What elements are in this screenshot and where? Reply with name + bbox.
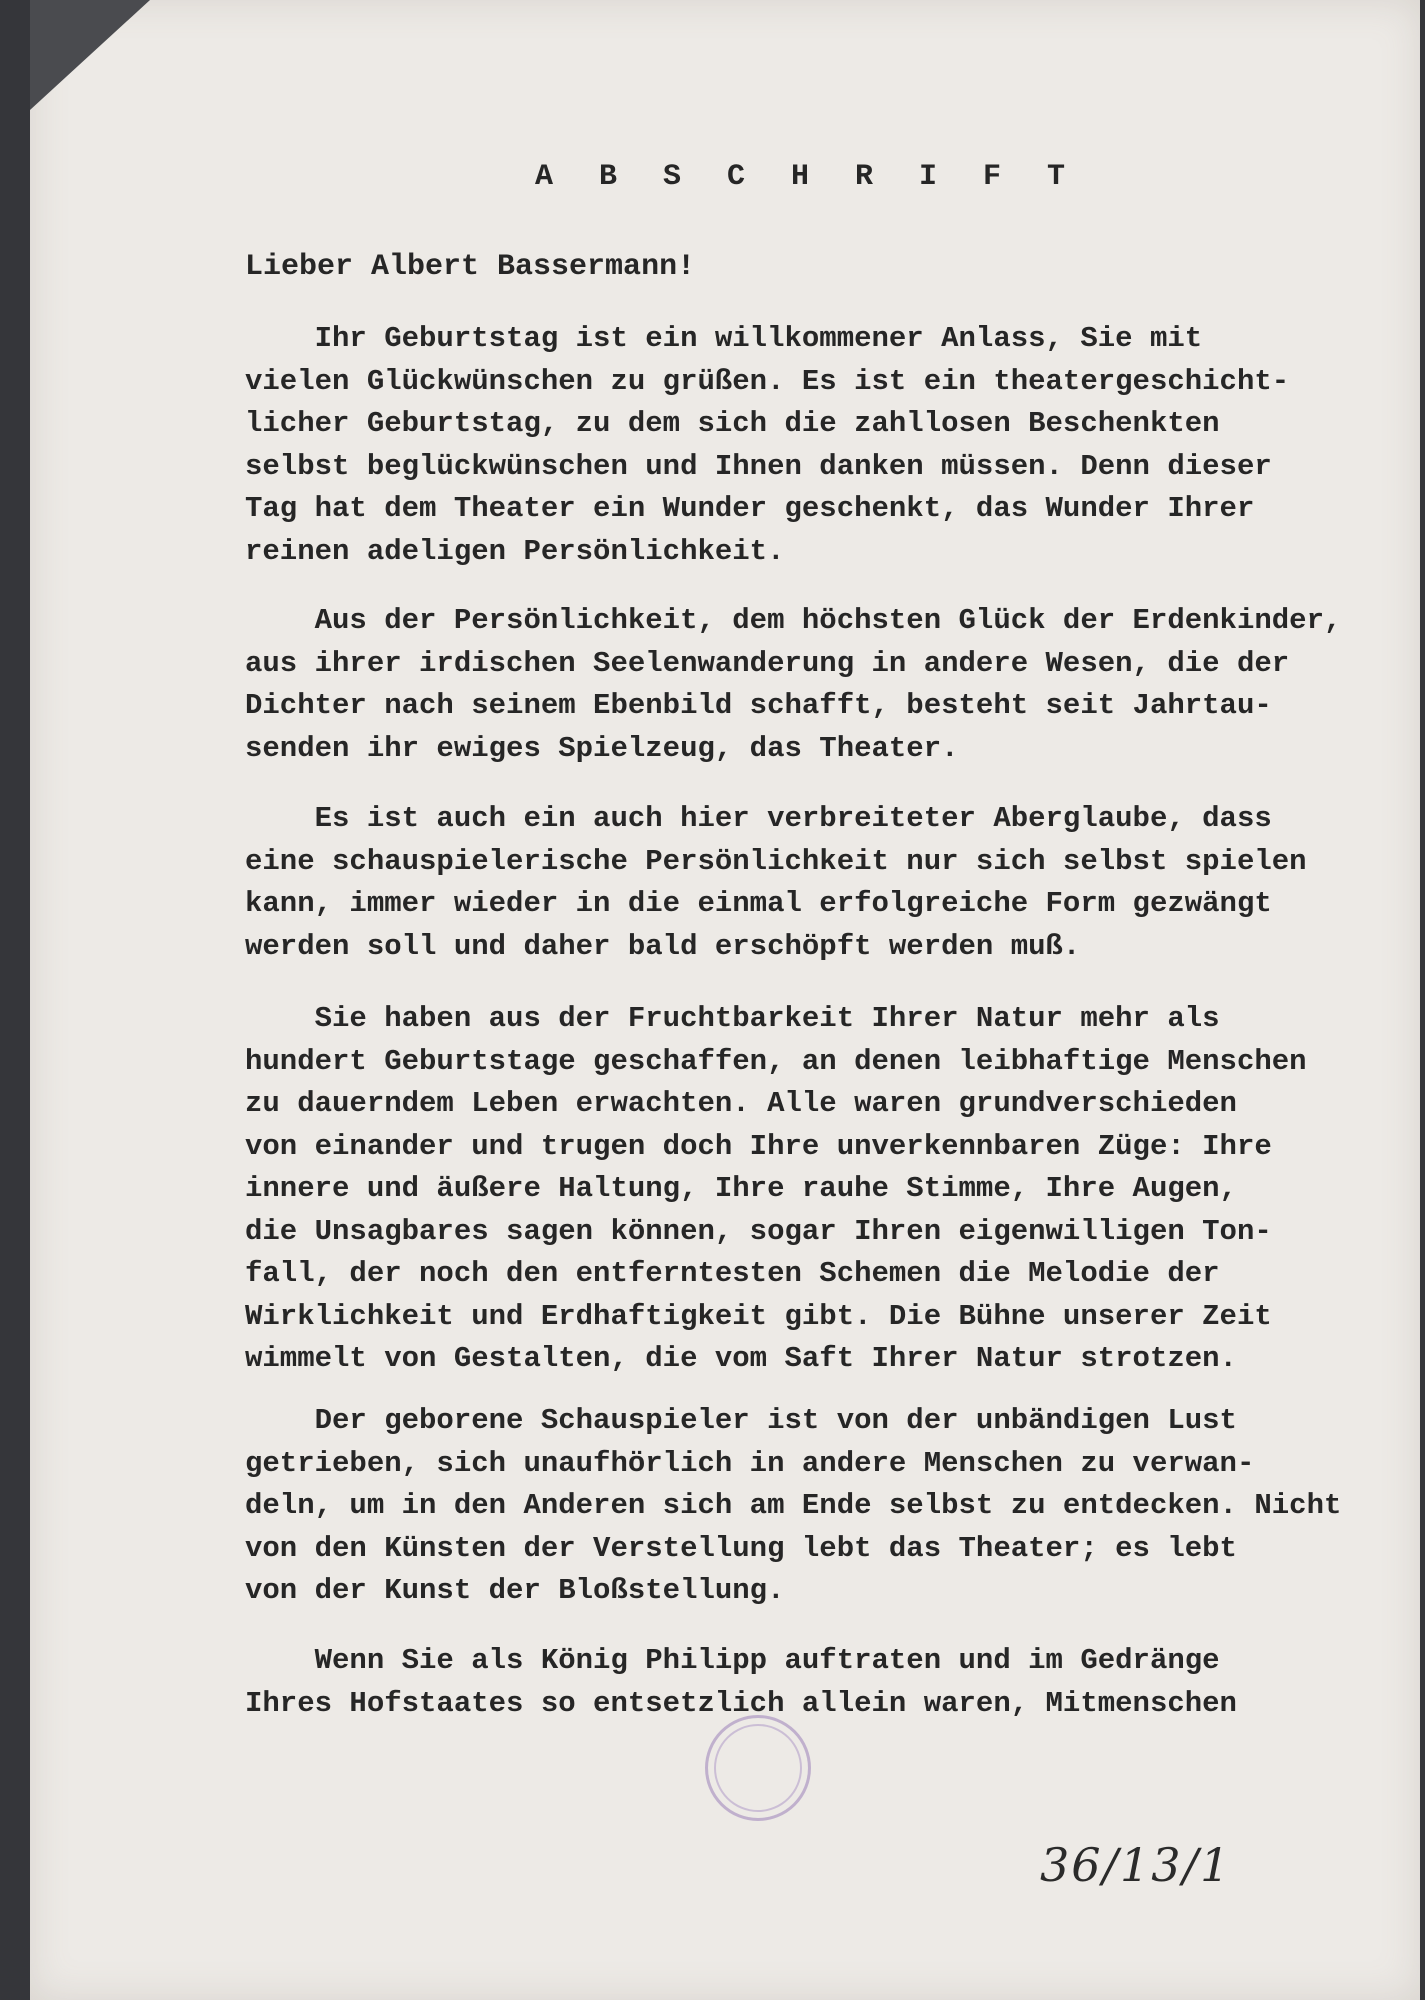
text-line: getrieben, sich unaufhörlich in andere Menschen zu verwan- (245, 1446, 1255, 1480)
text-line: selbst beglückwünschen und Ihnen danken müssen. Denn dieser (245, 449, 1272, 483)
paragraph-2 (245, 600, 1342, 770)
text-line: Aus der Persönlichkeit, dem höchsten Glück der Erdenkinder, (245, 604, 1342, 637)
text-line: von den Künsten der Verstellung lebt das Theater; es lebt (245, 1531, 1237, 1565)
text-line: Ihr Geburtstag ist ein willkommener Anlass, Sie mit (245, 322, 1203, 355)
text-line: wimmelt von Gestalten, die vom Saft Ihrer Natur strotzen. (245, 1342, 1237, 1375)
paragraph-5 (245, 1400, 1342, 1613)
text-line: Ihres Hofstaates so entsetzlich allein waren, Mitmenschen (245, 1686, 1237, 1720)
text-line: senden ihr ewiges Spielzeug, das Theater. (245, 731, 959, 765)
text-line: Sie haben aus der Fruchtbarkeit Ihrer Natur mehr als (245, 1002, 1220, 1035)
text-line: innere und äußere Haltung, Ihre rauhe Stimme, Ihre Augen, (245, 1172, 1237, 1205)
text-line: Dichter nach seinem Ebenbild schafft, besteht seit Jahrtau- (245, 689, 1272, 722)
document-title: A B S C H R I F T (535, 160, 1080, 194)
text-line: Es ist auch ein auch hier verbreiteter Aberglaube, dass (245, 802, 1272, 835)
text-line: eine schauspielerische Persönlichkeit nur sich selbst spielen (245, 844, 1307, 878)
text-line: licher Geburtstag, zu dem sich die zahllosen Beschenkten (245, 407, 1220, 440)
paragraph-3 (245, 798, 1335, 968)
text-line: reinen adeligen Persönlichkeit. (245, 534, 785, 568)
archive-stamp (705, 1715, 811, 1821)
text-line: kann, immer wieder in die einmal erfolgreiche Form gezwängt (245, 887, 1272, 920)
text-line: die Unsagbares sagen können, sogar Ihren eigenwilligen Ton- (245, 1214, 1272, 1248)
text-line: Der geborene Schauspieler ist von der unbändigen Lust (245, 1404, 1237, 1437)
salutation: Lieber Albert Bassermann! (245, 250, 696, 284)
text-line: fall, der noch den entferntesten Schemen die Melodie der (245, 1257, 1220, 1290)
paragraph-4 (245, 998, 1335, 1381)
text-line: Wenn Sie als König Philipp auftraten und im Gedränge (245, 1644, 1220, 1677)
text-line: vielen Glückwünschen zu grüßen. Es ist ein theatergeschicht- (245, 364, 1290, 398)
text-line: werden soll und daher bald erschöpft werden muß. (245, 929, 1081, 963)
text-line: hundert Geburtstage geschaffen, an denen leibhaftige Menschen (245, 1044, 1307, 1078)
text-line: zu dauerndem Leben erwachten. Alle waren grundverschieden (245, 1087, 1237, 1120)
text-line: aus ihrer irdischen Seelenwanderung in andere Wesen, die der (245, 646, 1290, 680)
text-line: deln, um in den Anderen sich am Ende selbst zu entdecken. Nicht (245, 1489, 1342, 1522)
text-line: Tag hat dem Theater ein Wunder geschenkt, das Wunder Ihrer (245, 492, 1255, 525)
paragraph-6 (245, 1640, 1335, 1725)
archive-number: 36/13/1 (1040, 1838, 1232, 1892)
text-line: Wirklichkeit und Erdhaftigkeit gibt. Die Bühne unserer Zeit (245, 1299, 1272, 1333)
paragraph-1 (245, 318, 1335, 573)
text-line: von der Kunst der Bloßstellung. (245, 1574, 785, 1607)
text-line: von einander und trugen doch Ihre unverkennbaren Züge: Ihre (245, 1129, 1272, 1163)
